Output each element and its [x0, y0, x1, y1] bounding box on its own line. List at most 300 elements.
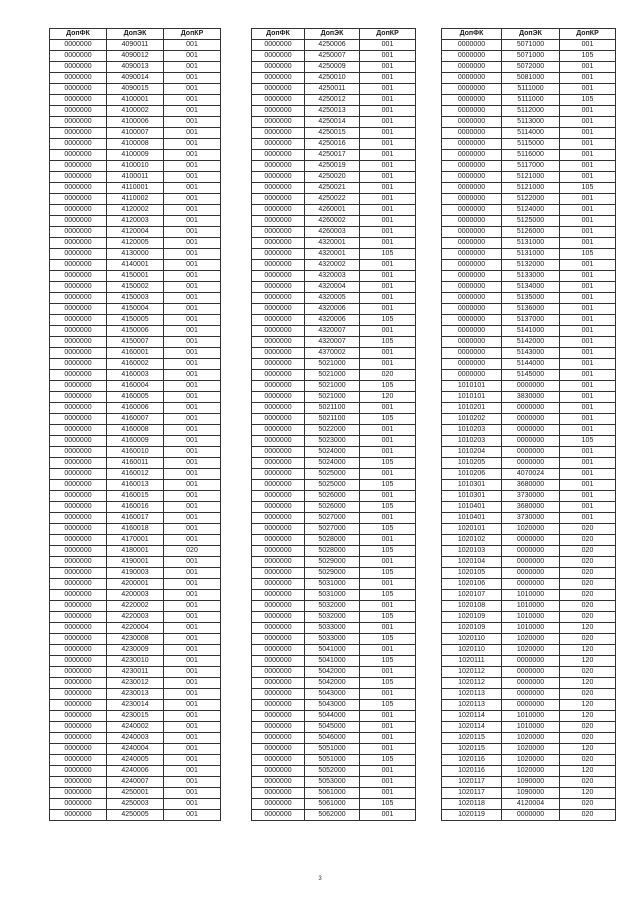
table-row — [252, 755, 416, 766]
cell-dopek: 5053000 — [305, 777, 360, 788]
cell-dopfk: 0000000 — [50, 612, 107, 623]
cell-dopek: 4160015 — [107, 491, 164, 502]
cell-dopek: 5021000 — [305, 392, 360, 403]
cell-dopkr: 020 — [560, 568, 616, 579]
cell-dopfk: 0000000 — [252, 568, 305, 579]
cell-dopfk: 0000000 — [50, 645, 107, 656]
cell-dopkr: 001 — [560, 106, 616, 117]
cell-dopkr: 001 — [164, 282, 221, 293]
cell-dopkr: 001 — [360, 84, 416, 95]
cell-dopfk: 0000000 — [252, 95, 305, 106]
cell-dopek: 5023000 — [305, 436, 360, 447]
cell-dopfk: 0000000 — [50, 172, 107, 183]
cell-dopfk: 0000000 — [252, 535, 305, 546]
cell-dopfk: 0000000 — [252, 84, 305, 95]
cell-dopek: 5021100 — [305, 414, 360, 425]
cell-dopfk: 0000000 — [442, 249, 502, 260]
table-row — [252, 370, 416, 381]
table-row — [50, 348, 221, 359]
cell-dopkr: 001 — [560, 238, 616, 249]
cell-dopkr: 001 — [164, 579, 221, 590]
table-row — [50, 205, 221, 216]
table-row — [442, 590, 616, 601]
cell-dopkr: 001 — [164, 161, 221, 172]
cell-dopfk: 0000000 — [252, 579, 305, 590]
table-row — [252, 590, 416, 601]
cell-dopek: 1010000 — [502, 601, 560, 612]
table-row — [50, 777, 221, 788]
cell-dopkr: 001 — [164, 700, 221, 711]
table-row — [50, 216, 221, 227]
cell-dopfk: 0000000 — [252, 788, 305, 799]
table-row — [50, 634, 221, 645]
cell-dopek: 5021000 — [305, 381, 360, 392]
cell-dopkr: 001 — [360, 359, 416, 370]
table-row — [442, 326, 616, 337]
cell-dopfk: 0000000 — [50, 678, 107, 689]
cell-dopfk: 0000000 — [442, 84, 502, 95]
cell-dopkr: 120 — [560, 678, 616, 689]
cell-dopkr: 001 — [560, 469, 616, 480]
cell-dopfk: 1020108 — [442, 601, 502, 612]
cell-dopkr: 001 — [164, 799, 221, 810]
cell-dopek: 5112000 — [502, 106, 560, 117]
cell-dopkr: 001 — [560, 480, 616, 491]
cell-dopek: 0000000 — [502, 579, 560, 590]
cell-dopek: 4090012 — [107, 51, 164, 62]
cell-dopek: 5027000 — [305, 513, 360, 524]
table-row — [50, 524, 221, 535]
table-row — [252, 700, 416, 711]
header-dopek: ДопЭК — [305, 29, 360, 40]
cell-dopfk: 0000000 — [252, 304, 305, 315]
table-row — [50, 799, 221, 810]
table-row — [252, 106, 416, 117]
cell-dopkr: 001 — [164, 447, 221, 458]
cell-dopkr: 001 — [360, 425, 416, 436]
table-row — [252, 678, 416, 689]
cell-dopek: 4250022 — [305, 194, 360, 205]
cell-dopfk: 0000000 — [442, 95, 502, 106]
table-row — [442, 799, 616, 810]
cell-dopek: 5133000 — [502, 271, 560, 282]
table-row — [50, 293, 221, 304]
cell-dopfk: 0000000 — [50, 766, 107, 777]
cell-dopkr: 120 — [560, 711, 616, 722]
cell-dopfk: 1010101 — [442, 392, 502, 403]
table-row — [252, 216, 416, 227]
cell-dopek: 4100002 — [107, 106, 164, 117]
cell-dopfk: 0000000 — [442, 139, 502, 150]
cell-dopkr: 001 — [360, 788, 416, 799]
cell-dopkr: 105 — [360, 249, 416, 260]
cell-dopek: 4170001 — [107, 535, 164, 546]
cell-dopek: 4180001 — [107, 546, 164, 557]
cell-dopek: 4200001 — [107, 579, 164, 590]
table-row — [252, 667, 416, 678]
table-row — [50, 249, 221, 260]
cell-dopfk: 1020119 — [442, 810, 502, 821]
cell-dopek: 5045000 — [305, 722, 360, 733]
cell-dopkr: 001 — [164, 711, 221, 722]
table-row — [442, 755, 616, 766]
cell-dopkr: 001 — [360, 117, 416, 128]
table-row — [252, 326, 416, 337]
table-row — [50, 557, 221, 568]
page-number: 3 — [318, 876, 322, 882]
table-row — [50, 172, 221, 183]
cell-dopfk: 0000000 — [442, 337, 502, 348]
table-row — [442, 139, 616, 150]
cell-dopkr: 001 — [560, 150, 616, 161]
cell-dopek: 4220004 — [107, 623, 164, 634]
cell-dopkr: 001 — [164, 491, 221, 502]
cell-dopfk: 0000000 — [50, 392, 107, 403]
cell-dopfk: 0000000 — [50, 491, 107, 502]
cell-dopfk: 0000000 — [50, 370, 107, 381]
cell-dopek: 4160018 — [107, 524, 164, 535]
cell-dopek: 4250019 — [305, 161, 360, 172]
cell-dopek: 4160008 — [107, 425, 164, 436]
cell-dopek: 4240002 — [107, 722, 164, 733]
cell-dopek: 4150006 — [107, 326, 164, 337]
table-row — [442, 95, 616, 106]
cell-dopfk: 0000000 — [252, 810, 305, 821]
cell-dopek: 4160013 — [107, 480, 164, 491]
cell-dopkr: 001 — [360, 95, 416, 106]
cell-dopfk: 0000000 — [50, 667, 107, 678]
cell-dopek: 0000000 — [502, 381, 560, 392]
cell-dopfk: 0000000 — [442, 51, 502, 62]
cell-dopfk: 0000000 — [252, 634, 305, 645]
cell-dopek: 4230009 — [107, 645, 164, 656]
table-row — [50, 392, 221, 403]
table-row — [442, 172, 616, 183]
cell-dopek: 0000000 — [502, 546, 560, 557]
cell-dopkr: 001 — [164, 733, 221, 744]
cell-dopkr: 001 — [560, 414, 616, 425]
cell-dopkr: 001 — [164, 689, 221, 700]
cell-dopfk: 0000000 — [50, 535, 107, 546]
cell-dopfk: 0000000 — [50, 414, 107, 425]
table-row — [442, 469, 616, 480]
cell-dopfk: 0000000 — [50, 436, 107, 447]
cell-dopkr: 001 — [360, 722, 416, 733]
cell-dopfk: 1010401 — [442, 513, 502, 524]
cell-dopek: 4260001 — [305, 205, 360, 216]
cell-dopkr: 020 — [560, 810, 616, 821]
cell-dopfk: 0000000 — [252, 744, 305, 755]
cell-dopek: 5026000 — [305, 502, 360, 513]
cell-dopkr: 020 — [560, 722, 616, 733]
cell-dopkr: 001 — [560, 491, 616, 502]
table-row — [442, 414, 616, 425]
cell-dopek: 4160017 — [107, 513, 164, 524]
table-row — [252, 139, 416, 150]
cell-dopkr: 001 — [560, 326, 616, 337]
cell-dopfk: 0000000 — [442, 304, 502, 315]
cell-dopek: 4160003 — [107, 370, 164, 381]
cell-dopkr: 120 — [560, 766, 616, 777]
cell-dopfk: 0000000 — [50, 777, 107, 788]
cell-dopek: 4250009 — [305, 62, 360, 73]
header-dopkr: ДопКР — [164, 29, 221, 40]
cell-dopfk: 0000000 — [442, 348, 502, 359]
cell-dopfk: 0000000 — [50, 403, 107, 414]
cell-dopek: 4120002 — [107, 205, 164, 216]
cell-dopkr: 105 — [560, 249, 616, 260]
cell-dopfk: 0000000 — [50, 689, 107, 700]
cell-dopkr: 001 — [360, 62, 416, 73]
table-row — [252, 458, 416, 469]
cell-dopek: 0000000 — [502, 447, 560, 458]
cell-dopkr: 001 — [164, 480, 221, 491]
cell-dopfk: 0000000 — [50, 568, 107, 579]
cell-dopfk: 0000000 — [252, 40, 305, 51]
cell-dopkr: 001 — [164, 359, 221, 370]
table-row — [442, 810, 616, 821]
table-row — [252, 480, 416, 491]
cell-dopfk: 0000000 — [50, 205, 107, 216]
cell-dopfk: 0000000 — [442, 282, 502, 293]
cell-dopkr: 001 — [560, 227, 616, 238]
header-row — [252, 29, 416, 40]
cell-dopfk: 0000000 — [252, 777, 305, 788]
cell-dopek: 5042000 — [305, 667, 360, 678]
cell-dopkr: 001 — [360, 744, 416, 755]
cell-dopfk: 0000000 — [50, 711, 107, 722]
cell-dopkr: 020 — [560, 799, 616, 810]
table-row — [252, 348, 416, 359]
cell-dopek: 4160004 — [107, 381, 164, 392]
table-row — [50, 502, 221, 513]
cell-dopfk: 0000000 — [252, 722, 305, 733]
cell-dopkr: 001 — [164, 139, 221, 150]
cell-dopek: 5042000 — [305, 678, 360, 689]
table-row — [442, 238, 616, 249]
cell-dopkr: 001 — [164, 513, 221, 524]
cell-dopek: 4120004 — [107, 227, 164, 238]
table-row — [50, 326, 221, 337]
cell-dopfk: 0000000 — [252, 601, 305, 612]
cell-dopek: 1010000 — [502, 722, 560, 733]
cell-dopfk: 0000000 — [50, 623, 107, 634]
table-row — [442, 84, 616, 95]
cell-dopek: 4320007 — [305, 326, 360, 337]
cell-dopek: 4150003 — [107, 293, 164, 304]
cell-dopkr: 001 — [164, 557, 221, 568]
table-row — [442, 557, 616, 568]
cell-dopek: 5131000 — [502, 249, 560, 260]
cell-dopfk: 0000000 — [442, 260, 502, 271]
cell-dopkr: 001 — [360, 227, 416, 238]
table-row — [252, 227, 416, 238]
cell-dopek: 4200003 — [107, 590, 164, 601]
table-row — [50, 810, 221, 821]
cell-dopkr: 001 — [164, 326, 221, 337]
table-row — [50, 656, 221, 667]
table-row — [50, 447, 221, 458]
cell-dopfk: 0000000 — [50, 480, 107, 491]
cell-dopek: 5052000 — [305, 766, 360, 777]
cell-dopek: 3730000 — [502, 513, 560, 524]
cell-dopfk: 0000000 — [50, 293, 107, 304]
table-row — [50, 414, 221, 425]
cell-dopkr: 001 — [164, 590, 221, 601]
cell-dopek: 5115000 — [502, 139, 560, 150]
cell-dopfk: 1020104 — [442, 557, 502, 568]
table-row — [252, 645, 416, 656]
table-row — [252, 634, 416, 645]
cell-dopfk: 0000000 — [442, 150, 502, 161]
cell-dopfk: 0000000 — [252, 799, 305, 810]
table-row — [252, 183, 416, 194]
cell-dopfk: 0000000 — [442, 227, 502, 238]
cell-dopek: 4160007 — [107, 414, 164, 425]
cell-dopek: 4320006 — [305, 315, 360, 326]
cell-dopek: 4160010 — [107, 447, 164, 458]
cell-dopfk: 1010301 — [442, 491, 502, 502]
cell-dopfk: 0000000 — [442, 172, 502, 183]
cell-dopkr: 105 — [360, 524, 416, 535]
cell-dopfk: 0000000 — [50, 227, 107, 238]
table-row — [442, 502, 616, 513]
cell-dopek: 4320004 — [305, 282, 360, 293]
cell-dopfk: 0000000 — [50, 557, 107, 568]
table-row — [252, 271, 416, 282]
table-row — [252, 513, 416, 524]
cell-dopfk: 0000000 — [50, 161, 107, 172]
cell-dopkr: 001 — [360, 271, 416, 282]
cell-dopek: 4320003 — [305, 271, 360, 282]
cell-dopek: 0000000 — [502, 414, 560, 425]
cell-dopkr: 001 — [360, 711, 416, 722]
table-row — [442, 579, 616, 590]
cell-dopkr: 001 — [560, 205, 616, 216]
cell-dopkr: 001 — [164, 722, 221, 733]
table-row — [50, 425, 221, 436]
cell-dopkr: 001 — [360, 777, 416, 788]
table-row — [442, 282, 616, 293]
table-row — [50, 238, 221, 249]
table-row — [50, 755, 221, 766]
cell-dopek: 4240007 — [107, 777, 164, 788]
table-row — [252, 656, 416, 667]
table-row — [50, 458, 221, 469]
cell-dopfk: 0000000 — [252, 491, 305, 502]
cell-dopkr: 001 — [360, 260, 416, 271]
cell-dopkr: 001 — [560, 260, 616, 271]
cell-dopfk: 0000000 — [252, 205, 305, 216]
cell-dopkr: 001 — [164, 425, 221, 436]
cell-dopek: 3680000 — [502, 480, 560, 491]
table-row — [50, 337, 221, 348]
cell-dopfk: 0000000 — [252, 62, 305, 73]
cell-dopfk: 0000000 — [50, 304, 107, 315]
cell-dopkr: 105 — [360, 590, 416, 601]
cell-dopek: 0000000 — [502, 667, 560, 678]
cell-dopfk: 0000000 — [252, 117, 305, 128]
cell-dopek: 5022000 — [305, 425, 360, 436]
table-row — [252, 293, 416, 304]
cell-dopfk: 1020116 — [442, 755, 502, 766]
cell-dopek: 5131000 — [502, 238, 560, 249]
cell-dopek: 5117000 — [502, 161, 560, 172]
cell-dopek: 0000000 — [502, 535, 560, 546]
cell-dopfk: 0000000 — [50, 326, 107, 337]
table-row — [252, 777, 416, 788]
cell-dopek: 5031000 — [305, 579, 360, 590]
cell-dopfk: 0000000 — [50, 359, 107, 370]
table-row — [50, 117, 221, 128]
table-row — [50, 678, 221, 689]
cell-dopek: 4370002 — [305, 348, 360, 359]
cell-dopkr: 120 — [560, 623, 616, 634]
cell-dopfk: 0000000 — [252, 282, 305, 293]
table-row — [50, 766, 221, 777]
cell-dopek: 5081000 — [502, 73, 560, 84]
table-row — [50, 95, 221, 106]
table-row — [252, 359, 416, 370]
table-row — [442, 337, 616, 348]
cell-dopkr: 105 — [360, 414, 416, 425]
cell-dopkr: 020 — [560, 777, 616, 788]
cell-dopek: 5027000 — [305, 524, 360, 535]
cell-dopfk: 0000000 — [252, 392, 305, 403]
table-row — [442, 667, 616, 678]
cell-dopek: 5145000 — [502, 370, 560, 381]
table-row — [442, 766, 616, 777]
table-row — [442, 777, 616, 788]
cell-dopek: 4230015 — [107, 711, 164, 722]
cell-dopkr: 001 — [560, 84, 616, 95]
cell-dopek: 4250001 — [107, 788, 164, 799]
cell-dopfk: 0000000 — [252, 414, 305, 425]
cell-dopek: 1090000 — [502, 777, 560, 788]
cell-dopfk: 0000000 — [442, 326, 502, 337]
cell-dopek: 5025000 — [305, 480, 360, 491]
table-row — [50, 480, 221, 491]
cell-dopek: 4100008 — [107, 139, 164, 150]
cell-dopkr: 105 — [360, 700, 416, 711]
table-row — [252, 788, 416, 799]
cell-dopfk: 0000000 — [50, 194, 107, 205]
cell-dopfk: 1010205 — [442, 458, 502, 469]
cell-dopek: 4160001 — [107, 348, 164, 359]
cell-dopfk: 0000000 — [442, 370, 502, 381]
table-row — [442, 524, 616, 535]
cell-dopfk: 0000000 — [252, 546, 305, 557]
cell-dopek: 4070024 — [502, 469, 560, 480]
table-row — [50, 788, 221, 799]
cell-dopkr: 105 — [360, 634, 416, 645]
cell-dopkr: 001 — [360, 491, 416, 502]
cell-dopek: 1010000 — [502, 612, 560, 623]
cell-dopkr: 001 — [164, 788, 221, 799]
table-row — [442, 304, 616, 315]
table-row — [252, 238, 416, 249]
cell-dopkr: 001 — [360, 106, 416, 117]
table-row — [252, 249, 416, 260]
cell-dopfk: 0000000 — [252, 315, 305, 326]
table-row — [442, 271, 616, 282]
table-row — [252, 260, 416, 271]
cell-dopfk: 0000000 — [50, 84, 107, 95]
cell-dopfk: 0000000 — [50, 810, 107, 821]
cell-dopek: 4230012 — [107, 678, 164, 689]
table-row — [442, 62, 616, 73]
table-row — [442, 260, 616, 271]
